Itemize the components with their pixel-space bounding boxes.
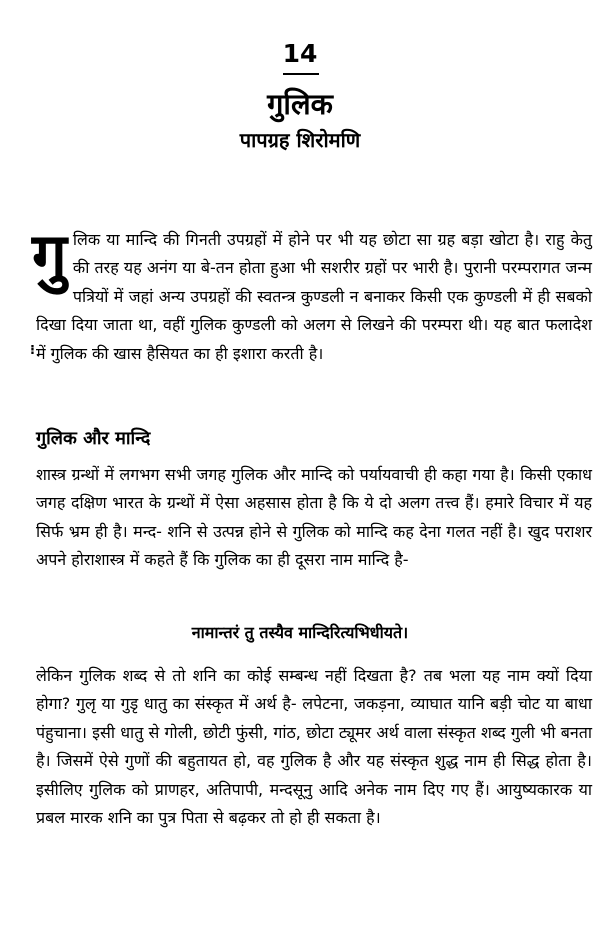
- sanskrit-quote: नामान्तरं तु तस्यैव मान्दिरित्यभिधीयते।: [191, 623, 409, 642]
- chapter-number: 14: [282, 39, 318, 68]
- chapter-subtitle: पापग्रह शिरोमणि: [239, 128, 361, 152]
- section-paragraph-1: शास्त्र ग्रन्थों में लगभग सभी जगह गुलिक और मान्दि को पर्यायवाची ही कहा गया है। किसी एकाध जगह दक्षिण भारत के ग्रन्थों में ऐसा अहसास होता है कि ये दो अलग तत्त्व हैं। हमारे विचार में यह सिर्फ भ्रम ही है। मन्द- शनि से उत्पन्न होने से गुलिक को मान्दि कह देना गलत नहीं है। खुद पराशर अपने होराशास्त्र में कहते हैं कि गुलिक का ही दूसरा नाम मान्दि है-: [36, 465, 592, 570]
- drop-cap: गु: [32, 219, 67, 292]
- section-heading: गुलिक और मान्दि: [36, 428, 151, 449]
- intro-paragraph: [32, 219, 592, 368]
- chapter-number-underline: [283, 73, 319, 75]
- chapter-title: गुलिक: [267, 87, 333, 121]
- intro-text: लिक या मान्दि की गिनती उपग्रहों में होने पर भी यह छोटा सा ग्रह बड़ा खोटा है। राहु केतु की तरह यह अनंग या बे-तन होता हुआ भी सशरीर ग्रहों पर भारी है। पुरानी परम्परागत जन्म पत्रियों में जहां अन्य उपग्रहों की स्वतन्त्र कुण्डली न बनाकर किसी एक कुण्डली में ही सबको दिखा दिया जाता था, वहीं गुलिक कुण्डली को अलग से लिखने की परम्परा थी। यह बात फलादेश में गुलिक की खास हैसियत का ही इशारा करती है।: [36, 230, 592, 363]
- section-paragraph-2: लेकिन गुलिक शब्द से तो शनि का कोई सम्बन्ध नहीं दिखता है? तब भला यह नाम क्यों दिया होगा? गुलृ या गुडृ धातु का संस्कृत में अर्थ है- लपेटना, जकड़ना, व्याघात यानि बड़ी चोट या बाधा पंहुचाना। इसी धातु से गोली, छोटी फुंसी, गांठ, छोटा ट्यूमर अर्थ वाला संस्कृत शब्द गुली भी बनता है। जिसमें ऐसे गुणों की बहुतायत हो, वह गुलिक है और यह संस्कृत शुद्ध नाम ही सिद्ध होता है। इसीलिए गुलिक को प्राणहर, अतिपापी, मन्दसूनु आदि अनेक नाम दिए गए हैं। आयुष्यकारक या प्रबल मारक शनि का पुत्र पिता से बढ़कर तो हो ही सकता है।: [36, 666, 592, 828]
- margin-mark: ⁝: [30, 343, 35, 358]
